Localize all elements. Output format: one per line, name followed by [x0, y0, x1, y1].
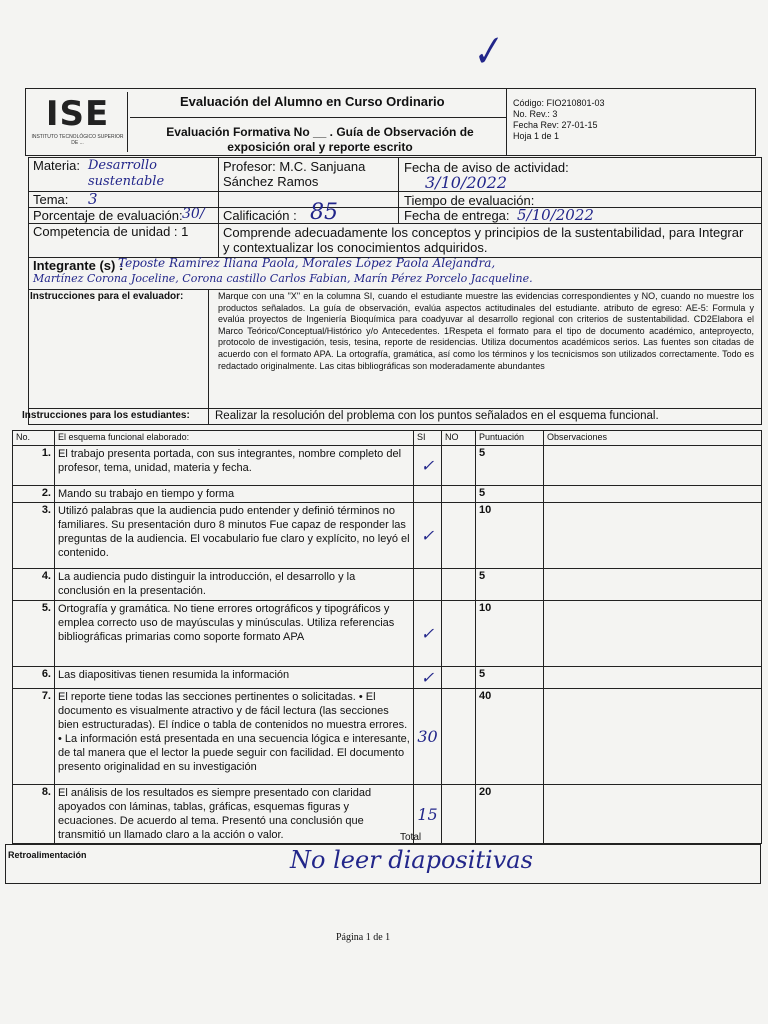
table-row — [13, 601, 762, 667]
row-number: 6. — [13, 667, 55, 689]
row-puntuacion: 5 — [476, 667, 544, 689]
profesor-label: Profesor: M.C. Sanjuana Sánchez Ramos — [223, 159, 366, 189]
logo-mark: ISE — [45, 94, 110, 134]
approval-checkmark: ✓ — [464, 26, 507, 78]
row-no — [442, 689, 476, 785]
entrega-label: Fecha de entrega: — [404, 208, 510, 223]
row-no — [442, 446, 476, 486]
table-row — [13, 667, 762, 689]
row-observaciones — [544, 785, 762, 844]
integrantes-line-1: Teposte Ramírez Iliana Paola, Morales López Paola Alejandra, — [118, 256, 496, 270]
rev-text: No. Rev.: 3 — [513, 109, 558, 119]
row-criterion: Mando su trabajo en tiempo y forma — [55, 486, 414, 503]
header-divider — [130, 117, 506, 118]
table-row — [13, 486, 762, 503]
row-observaciones — [544, 689, 762, 785]
row-observaciones — [544, 503, 762, 569]
row-observaciones — [544, 569, 762, 601]
row-no — [442, 785, 476, 844]
row-si: ✓ — [414, 667, 442, 689]
row-puntuacion: 20 — [476, 785, 544, 844]
col-observaciones: Observaciones — [544, 431, 762, 446]
integrantes-line-2: Martínez Corona Joceline, Corona castillo Carlos Fabian, Marín Pérez Porcelo Jacqueline. — [33, 272, 533, 285]
row-si: 30 — [414, 689, 442, 785]
retro-label: Retroalimentación — [8, 850, 87, 860]
document-subtitle: Evaluación Formativa No __ . Guía de Observación de exposición oral y reporte escrito — [166, 125, 474, 154]
row-no — [442, 486, 476, 503]
row-no — [442, 503, 476, 569]
retro-value: No leer diapositivas — [290, 846, 533, 874]
entrega-value: 5/10/2022 — [517, 206, 594, 224]
materia-value: Desarrollo sustentable — [88, 158, 165, 189]
row-si — [414, 486, 442, 503]
row-si: ✓ — [414, 503, 442, 569]
row-puntuacion: 5 — [476, 569, 544, 601]
logo — [28, 92, 128, 152]
competencia-label: Competencia de unidad : 1 — [33, 224, 189, 239]
table-row — [13, 785, 762, 844]
hoja-text: Hoja 1 de 1 — [513, 131, 560, 141]
row-puntuacion: 5 — [476, 446, 544, 486]
row-criterion: El reporte tiene todas las secciones pertinentes o solicitadas. • El documento es visualmente atractivo y de fácil lectura (las secciones bien estructuradas). El índice o tabla de contenidos no muestra errores. • La información está presentada en una secuencia lógica e interesante, de tal manera que el lector la puede seguir con facilidad. El documento presento originalidad en su investigación — [55, 689, 414, 785]
instr-estudiantes-text: Realizar la resolución del problema con los puntos señalados en el esquema funcional. — [215, 410, 659, 422]
row-observaciones — [544, 601, 762, 667]
col-esquema: El esquema funcional elaborado: — [55, 431, 414, 446]
col-si: SI — [414, 431, 442, 446]
row-si: ✓ — [414, 601, 442, 667]
porcentaje-label: Porcentaje de evaluación: — [33, 208, 183, 223]
row-criterion: El análisis de los resultados es siempre presentado con claridad apoyados con láminas, tablas, gráficas, esquemas figuras y ecuaciones. De acuerdo al tema. Presentó una conclusión que transmitió un llamado claro a la acción o valor. — [55, 785, 414, 844]
table-row — [13, 569, 762, 601]
table-row — [13, 503, 762, 569]
codigo-text: Código: FIO210801-03 — [513, 98, 605, 108]
instr-evaluador-label: Instrucciones para el evaluador: — [30, 291, 184, 302]
row-criterion: Ortografía y gramática. No tiene errores ortográficos y tipográficos y emplea correcto uso de mayúsculas y minúsculas. Utiliza referencias bibliográficas primarias como soporte formato APA — [55, 601, 414, 667]
row-no — [442, 667, 476, 689]
row-criterion: Las diapositivas tienen resumida la información — [55, 667, 414, 689]
row-criterion: El trabajo presenta portada, con sus integrantes, nombre completo del profesor, tema, unidad, materia y fecha. — [55, 446, 414, 486]
col-no: No. — [13, 431, 55, 446]
row-no — [442, 569, 476, 601]
col-puntuacion: Puntuación — [476, 431, 544, 446]
table-header-row — [13, 431, 762, 446]
row-criterion: La audiencia pudo distinguir la introducción, el desarrollo y la conclusión en la presentación. — [55, 569, 414, 601]
row-number: 1. — [13, 446, 55, 486]
aviso-label: Fecha de aviso de actividad: — [404, 160, 569, 175]
tiempo-label: Tiempo de evaluación: — [404, 193, 535, 208]
page-number: Página 1 de 1 — [336, 932, 391, 943]
row-observaciones — [544, 486, 762, 503]
row-si — [414, 569, 442, 601]
integrantes-label: Integrante (s) : — [33, 258, 124, 273]
instr-estudiantes-label: Instrucciones para los estudiantes: — [22, 410, 190, 421]
row-puntuacion: 40 — [476, 689, 544, 785]
aviso-value: 3/10/2022 — [425, 173, 508, 192]
instr-evaluador-text: Marque con una "X" en la columna SI, cuando el estudiante muestre las evidencias correspondientes y NO, cuando no muestre los productos señalados. La guía de observación, evalúa aspectos actitudinales del estudiante. atributo de egreso: AE-5: Formula y evalúa proyectos de Ingeniería Bioquímica para coadyuvar al desarrollo regional con criterios de sustentabilidad. CD2Elabora el Marco Teórico/Conceptual/Histórico y/o Antecedentes. 1Respeta el formato para el tipo de documento académico, anteproyecto, protocolo de investigación, tesis, tesina, reporte de residencias. Utiliza documentos académicos serios. Las fuentes son citadas de acuerdo con el formato APA. La ortografía, gramática, así como los términos y los tecnicismos son utilizados correctamente. Todo es redactado originalmente. Las citas bibliográficas son moderadamente abundantes — [218, 291, 754, 371]
materia-label: Materia: — [33, 158, 80, 173]
row-si: 15 — [414, 785, 442, 844]
header-meta — [506, 88, 611, 156]
total-label: Total — [400, 832, 422, 843]
tema-value: 3 — [88, 190, 98, 208]
row-puntuacion: 5 — [476, 486, 544, 503]
row-observaciones — [544, 446, 762, 486]
row-number: 3. — [13, 503, 55, 569]
row-number: 2. — [13, 486, 55, 503]
calificacion-value: 85 — [310, 200, 338, 225]
row-number: 7. — [13, 689, 55, 785]
table-row — [13, 689, 762, 785]
evaluation-table — [12, 430, 762, 844]
calificacion-label: Calificación : — [223, 208, 297, 223]
fecha-rev-text: Fecha Rev: 27-01-15 — [513, 120, 598, 130]
row-number: 8. — [13, 785, 55, 844]
row-no — [442, 601, 476, 667]
competencia-text: Comprende adecuadamente los conceptos y principios de la sustentabilidad, para Integrar y contextualizar los conocimientos adquiridos. — [223, 225, 744, 255]
porcentaje-value: 30/ — [182, 206, 205, 222]
row-number: 4. — [13, 569, 55, 601]
row-puntuacion: 10 — [476, 503, 544, 569]
logo-caption: INSTITUTO TECNOLÓGICO SUPERIOR DE ... — [31, 134, 124, 146]
row-criterion: Utilizó palabras que la audiencia pudo entender y definió términos no familiares. Su presentación duro 8 minutos Fue capaz de responder las preguntas de la audiencia. El vocabulario fue claro y explícito, no leyó el contenido. — [55, 503, 414, 569]
tema-label: Tema: — [33, 192, 69, 207]
col-no-column: NO — [442, 431, 476, 446]
row-si: ✓ — [414, 446, 442, 486]
table-row — [13, 446, 762, 486]
row-observaciones — [544, 667, 762, 689]
row-puntuacion: 10 — [476, 601, 544, 667]
row-number: 5. — [13, 601, 55, 667]
document-title: Evaluación del Alumno en Curso Ordinario — [180, 94, 445, 109]
